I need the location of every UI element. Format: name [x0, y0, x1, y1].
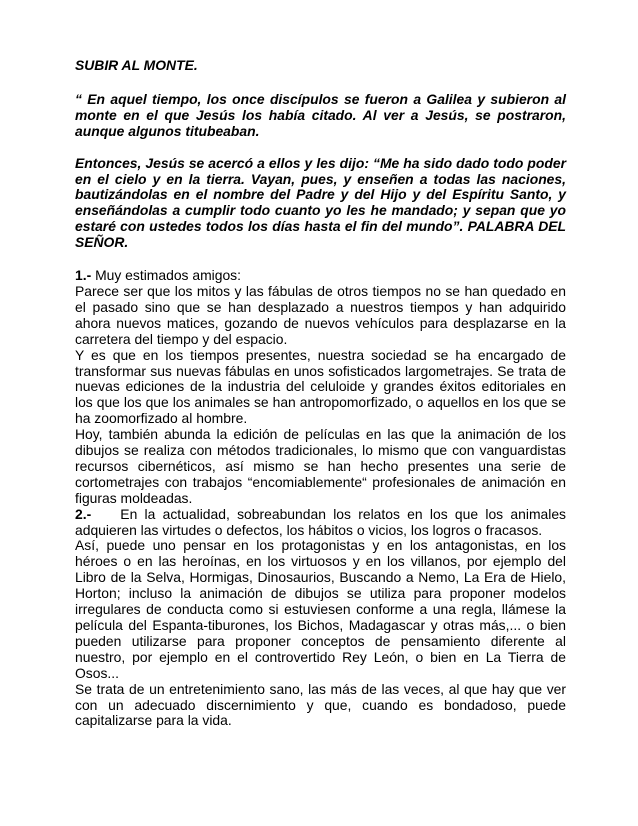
body-paragraph-4: En la actualidad, sobreabundan los relatos en los que los animales adquieren las virtudes o defectos, los hábitos o vicios, los logros o fracasos.: [75, 505, 570, 538]
reflection-body: [75, 267, 570, 729]
gospel-quote-paragraph-1: “ En aquel tiempo, los once discípulos se fueron a Galilea y subieron al monte en el que Jesús los había citado. Al ver a Jesús, se postraron, aunque algunos titubeaban.: [75, 90, 566, 139]
gospel-quote-paragraph-2: Entonces, Jesús se acercó a ellos y les dijo: “Me ha sido dado todo poder en el cielo y en la tierra. Vayan, pues, y enseñen a todas las naciones, bautizándolas en el nombre del Padre y del Hijo y del Espíritu Santo, y enseñándolas a cumplir todo cuanto yo les he mandado; y sepan que yo estaré con ustedes todos los días hasta el fin del mundo”. PALABRA DEL SEÑOR.: [75, 154, 566, 251]
section-1-greeting: Muy estimados amigos:: [91, 267, 241, 284]
document-content: [75, 57, 570, 729]
body-paragraph-1: Parece ser que los mitos y las fábulas de otros tiempos no se han quedado en el pasado sino que se han desplazado a nuestros tiempos y han adquirido ahora nuevos matices, gozando de nuevos vehículos para desplazarse en la carretera del tiempo y del espacio.: [75, 282, 566, 347]
body-paragraph-5: Así, puede uno pensar en los protagonistas y en los antagonistas, en los héroes o en las heroínas, en los virtuosos y en los villanos, por ejemplo del Libro de la Selva, Hormigas, Dinosaurios, Buscando a Nemo, La Era de Hielo, Horton; incluso la animación de dibujos se utiliza para proponer modelos irregulares de conducta como si estuviesen conforme a una regla, llámese la película del Espanta-tiburones, los Bichos, Madagascar y otras más,... o bien pueden utilizarse para proponer conceptos de pensamiento diferente al nuestro, por ejemplo en el controvertido Rey León, o bien en La Tierra de Osos...: [75, 537, 566, 681]
section-1-heading: [75, 268, 566, 284]
section-2-number: 2.-: [75, 505, 92, 522]
body-paragraph-3: Hoy, también abunda la edición de películas en las que la animación de los dibujos se realiza con métodos tradicionales, lo mismo que con vanguardistas recursos cibernéticos, así mismo se han hecho presentes una serie de cortometrajes con trabajos “encomiablemente“ profesionales de animación en figuras moldeadas.: [75, 426, 566, 506]
body-paragraph-6: Se trata de un entretenimiento sano, las más de las veces, al que hay que ver con un adecuado discernimiento y que, cuando es bondadoso, puede capitalizarse para la vida.: [75, 680, 566, 729]
body-paragraph-2: Y es que en los tiempos presentes, nuestra sociedad se ha encargado de transformar sus nuevas fábulas en unos sofisticados largometrajes. Se trata de nuevas ediciones de la industria del celuloide y grandes éxitos editoriales en los que los que los animales se han antropomorfizado, o aquellos en los que se ha zoomorfizado al hombre.: [75, 346, 566, 427]
section-2-paragraph: [75, 505, 570, 539]
section-1-number: 1.-: [75, 267, 92, 284]
document-title: SUBIR AL MONTE.: [75, 57, 198, 73]
